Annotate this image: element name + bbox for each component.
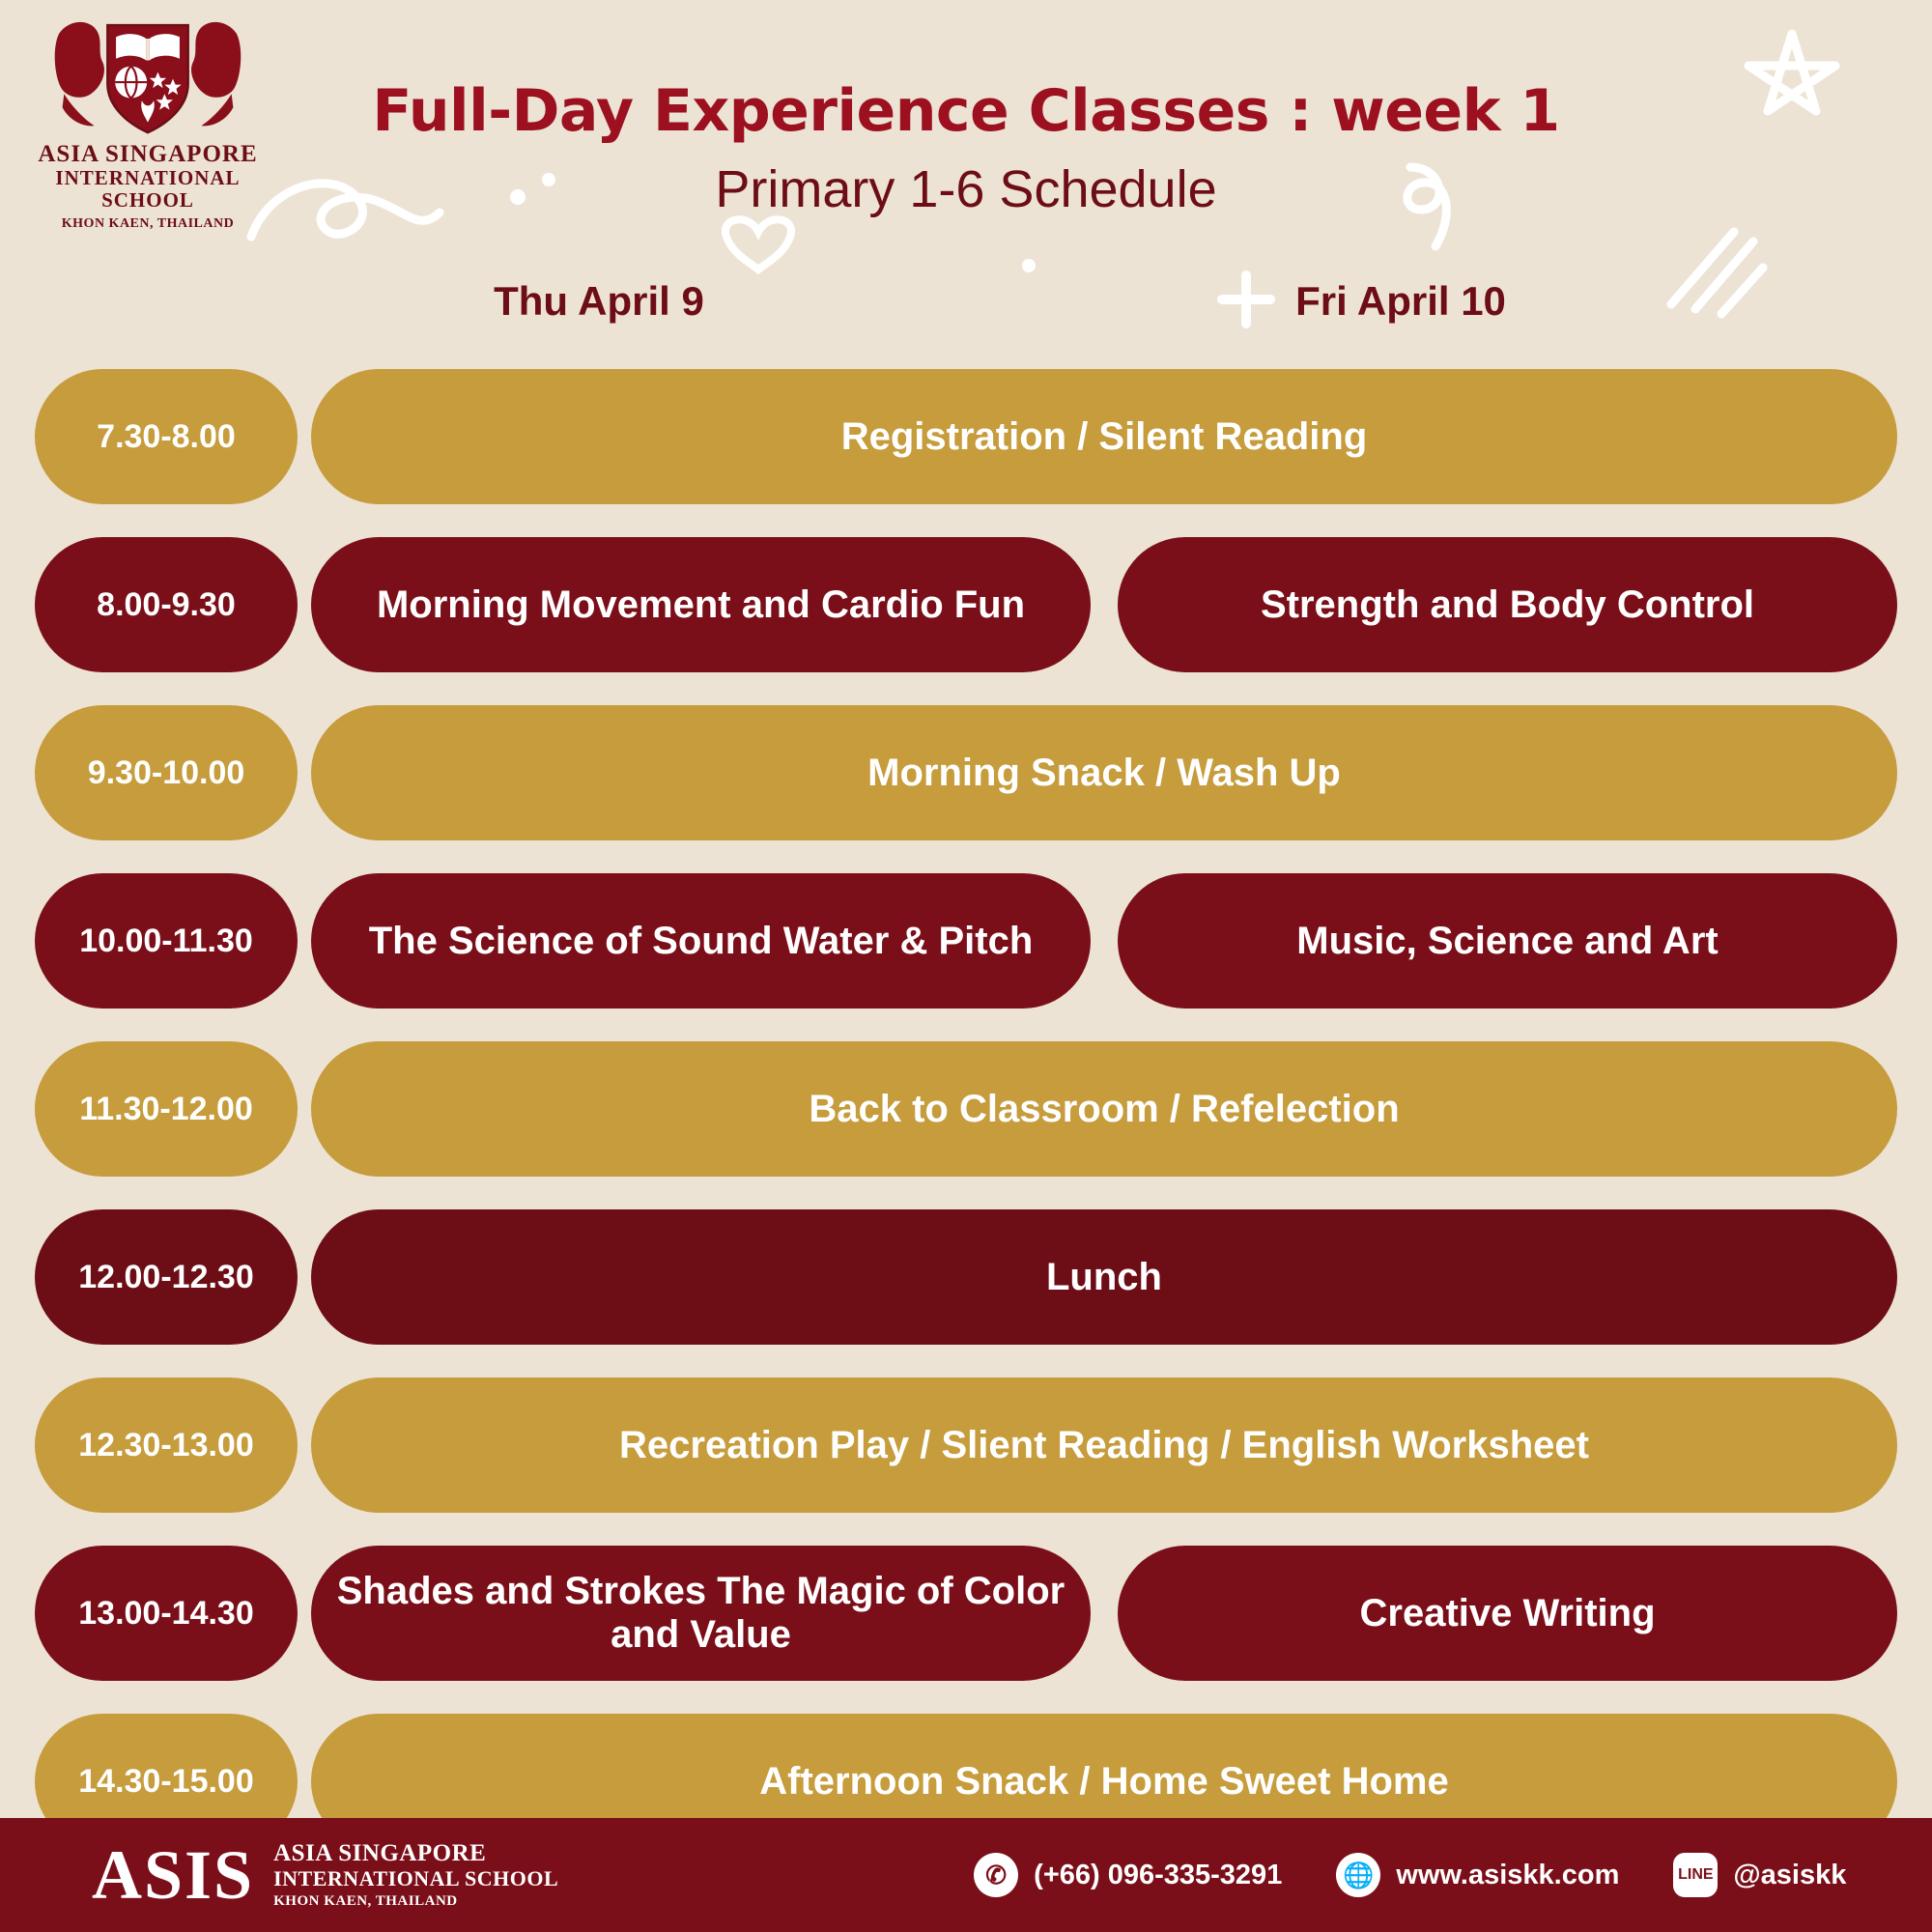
schedule-activity: Morning Snack / Wash Up [311,705,1897,840]
schedule-activity: Music, Science and Art [1118,873,1897,1009]
schedule-row-cells [311,1209,1897,1345]
logo-location: KHON KAEN, THAILAND [61,216,235,232]
logo-name-line2: INTERNATIONAL SCHOOL [55,166,241,212]
time-slot-label: 14.30-15.00 [35,1714,298,1849]
schedule-activity: The Science of Sound Water & Pitch [311,873,1091,1009]
schedule-activity: Creative Writing [1118,1546,1897,1681]
line-icon: LINE [1673,1853,1718,1897]
footer-wordmark: ASIS [92,1835,255,1914]
schedule-row [0,521,1932,689]
schedule-row-cells [311,1378,1897,1513]
contact-phone[interactable] [974,1853,1282,1897]
schedule-row-cells [311,537,1897,672]
footer-school-line1: ASIA SINGAPORE [273,1839,487,1866]
schedule-row [0,1529,1932,1697]
doodle-lines [1662,217,1768,324]
footer-school-line2: INTERNATIONAL SCHOOL [273,1865,559,1890]
schedule-activity: Shades and Strokes The Magic of Color and Value [311,1546,1091,1681]
globe-icon: 🌐 [1336,1853,1380,1897]
day-column-header-thursday: Thu April 9 [494,278,704,324]
footer-logo [92,1835,559,1914]
footer-bar [0,1818,1932,1932]
schedule-activity: Afternoon Snack / Home Sweet Home [311,1714,1897,1849]
schedule-row [0,353,1932,521]
time-slot-label: 12.00-12.30 [35,1209,298,1345]
phone-number: (+66) 096-335-3291 [1034,1859,1283,1890]
time-slot-label: 9.30-10.00 [35,705,298,840]
page-subtitle: Primary 1-6 Schedule [715,160,1217,218]
footer-school-line3: KHON KAEN, THAILAND [273,1893,458,1910]
schedule-row-cells [311,1546,1897,1681]
schedule-activity: Registration / Silent Reading [311,369,1897,504]
page-title: Full-Day Experience Classes : week 1 [372,77,1560,145]
time-slot-label: 12.30-13.00 [35,1378,298,1513]
schedule-row-cells [311,1041,1897,1177]
schedule-row-cells [311,873,1897,1009]
schedule-row [0,1361,1932,1529]
website-url: www.asiskk.com [1396,1859,1620,1890]
time-slot-label: 11.30-12.00 [35,1041,298,1177]
time-slot-label: 10.00-11.30 [35,873,298,1009]
line-id: @asiskk [1733,1859,1847,1890]
schedule-row [0,1025,1932,1193]
schedule-row-cells [311,705,1897,840]
contact-line[interactable] [1673,1853,1846,1897]
day-column-header-friday: Fri April 10 [1295,278,1506,324]
schedule-activity: Strength and Body Control [1118,537,1897,672]
schedule-activity: Morning Movement and Cardio Fun [311,537,1091,672]
schedule-activity: Lunch [311,1209,1897,1345]
schedule-row [0,1193,1932,1361]
schedule-activity: Back to Classroom / Refelection [311,1041,1897,1177]
phone-icon: ✆ [974,1853,1018,1897]
time-slot-label: 7.30-8.00 [35,369,298,504]
schedule-row-cells [311,369,1897,504]
schedule-row [0,689,1932,857]
doodle-dot-single [1014,251,1043,280]
schedule-activity: Recreation Play / Slient Reading / English Worksheet [311,1378,1897,1513]
schedule-row [0,857,1932,1025]
time-slot-label: 8.00-9.30 [35,537,298,672]
footer-contacts [974,1853,1846,1897]
time-slot-label: 13.00-14.30 [35,1546,298,1681]
contact-website[interactable] [1336,1853,1619,1897]
logo-name-line1: ASIA SINGAPORE [38,141,258,167]
schedule-table [0,353,1932,1865]
